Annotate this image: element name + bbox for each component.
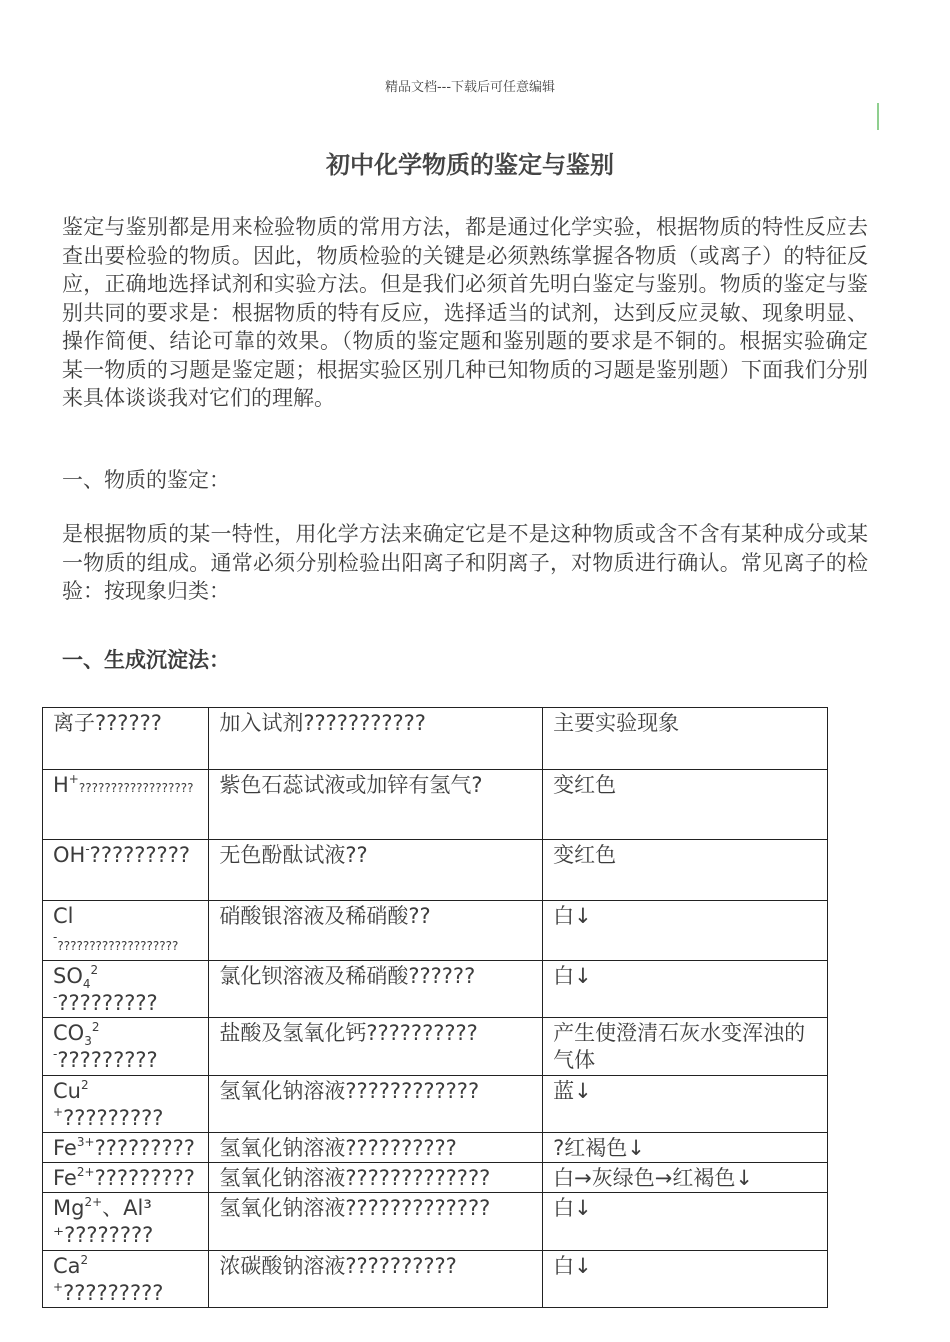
- ion-symbol: SO: [53, 964, 83, 988]
- header-ion: 离子??????: [43, 708, 209, 770]
- ion-subscript: 4: [82, 977, 91, 992]
- reagent-cell: 盐酸及氢氧化钙??????????: [209, 1018, 543, 1076]
- phenomenon-cell: 蓝↓: [543, 1076, 828, 1133]
- ion-symbol: Fe: [53, 1136, 77, 1160]
- ion-cell: [43, 901, 209, 961]
- ion-charge: -: [53, 930, 58, 944]
- reagent-cell: 无色酚酞试液??: [209, 840, 543, 901]
- ion-tail: ?????????: [63, 1281, 164, 1305]
- table-row: [43, 901, 828, 961]
- ion-symbol: CO: [53, 1021, 85, 1045]
- ion-tail: ?????????: [89, 843, 190, 867]
- ion-symbol: Cl: [53, 904, 74, 928]
- ion-cell: [43, 961, 209, 1018]
- ion-cell: [43, 1163, 209, 1193]
- header-note: 精品文档---下载后可任意编辑: [384, 80, 556, 95]
- ion-charge: 2+: [76, 1165, 95, 1179]
- header-phenomenon: 主要实验现象: [543, 708, 828, 770]
- ion-charge: -: [85, 842, 90, 856]
- ion-tail: ?????????: [94, 1166, 195, 1190]
- table-row: [43, 1251, 828, 1308]
- ion-charge: 2+: [84, 1195, 103, 1209]
- table-row: [43, 1193, 828, 1251]
- ion-tail: ?????????: [57, 1048, 158, 1072]
- ion-symbol: H: [53, 773, 69, 797]
- ion-tail: ?????????: [94, 1136, 195, 1160]
- reagent-cell: 氢氧化钠溶液????????????: [209, 1076, 543, 1133]
- phenomenon-cell: 白↓: [543, 1251, 828, 1308]
- phenomenon-cell: 白→灰绿色→红褐色↓: [543, 1163, 828, 1193]
- section-paragraph-identification: 是根据物质的某一特性，用化学方法来确定它是不是这种物质或含不含有某种成分或某一物质的组成。通常必须分别检验出阳离子和阴离子，对物质进行确认。常见离子的检验：按现象归类：: [62, 522, 868, 603]
- ion-cell: [43, 1018, 209, 1076]
- ion-charge: +: [68, 772, 79, 786]
- ion-symbol: Cu: [53, 1079, 81, 1103]
- ion-cell: [43, 1076, 209, 1133]
- table-row: [43, 770, 828, 840]
- table-row: [43, 840, 828, 901]
- ion-charge: 2+: [53, 1078, 89, 1119]
- ion-symbol: Ca: [53, 1254, 81, 1278]
- reagent-cell: 浓碳酸钠溶液??????????: [209, 1251, 543, 1308]
- reagent-cell: 紫色石蕊试液或加锌有氢气?: [209, 770, 543, 840]
- ion-charge: 3+: [76, 1135, 95, 1149]
- ion-cell: [43, 770, 209, 840]
- ion-cell: [43, 840, 209, 901]
- header-reagent: 加入试剂???????????: [209, 708, 543, 770]
- ion-cell: [43, 1133, 209, 1163]
- reagent-cell: 氢氧化钠溶液?????????????: [209, 1193, 543, 1251]
- table-header-row: [43, 708, 828, 770]
- phenomenon-cell: ?红褐色↓: [543, 1133, 828, 1163]
- ion-symbol: Mg: [53, 1196, 85, 1220]
- ion-test-table: [42, 707, 828, 1308]
- ion-tail: ?????????: [63, 1106, 164, 1130]
- phenomenon-cell: 变红色: [543, 840, 828, 901]
- phenomenon-cell: 产生使澄清石灰水变浑浊的气体: [543, 1018, 828, 1076]
- reagent-cell: 氢氧化钠溶液??????????: [209, 1133, 543, 1163]
- ion-tail: 、Al³⁺????????: [53, 1196, 154, 1247]
- table-row: [43, 961, 828, 1018]
- ion-symbol: Fe: [53, 1166, 77, 1190]
- reagent-cell: 氢氧化钠溶液?????????????: [209, 1163, 543, 1193]
- table-row: [43, 1076, 828, 1133]
- intro-paragraph: 鉴定与鉴别都是用来检验物质的常用方法，都是通过化学实验，根据物质的特性反应去查出要检验的物质。因此，物质检验的关键是必须熟练掌握各物质（或离子）的特征反应，正确地选择试剂和实验方法。但是我们必须首先明白鉴定与鉴别。物质的鉴定与鉴别共同的要求是：根据物质的特有反应，选择适当的试剂，达到反应灵敏、现象明显、操作简便、结论可靠的效果。（物质的鉴定题和鉴别题的要求是不铜的。根据实验确定某一物质的习题是鉴定题；根据实验区别几种已知物质的习题是鉴别题）下面我们分别来具体谈谈我对它们的理解。: [62, 215, 868, 410]
- ion-subscript: 3: [84, 1034, 92, 1049]
- phenomenon-cell: 白↓: [543, 961, 828, 1018]
- ion-charge: 2-: [53, 1020, 100, 1061]
- table-row: [43, 1133, 828, 1163]
- margin-marker: [877, 103, 879, 130]
- reagent-cell: 氯化钡溶液及稀硝酸??????: [209, 961, 543, 1018]
- ion-charge: 2+: [53, 1253, 89, 1294]
- phenomenon-cell: 白↓: [543, 901, 828, 961]
- ion-tail: ??????????????????: [78, 781, 194, 795]
- reagent-cell: 硝酸银溶液及稀硝酸??: [209, 901, 543, 961]
- page-title: 初中化学物质的鉴定与鉴别: [326, 151, 614, 179]
- table-row: [43, 1163, 828, 1193]
- ion-tail: ???????????????????: [57, 939, 179, 953]
- ion-tail: ?????????: [57, 991, 158, 1015]
- ion-symbol: OH: [53, 843, 86, 867]
- phenomenon-cell: 变红色: [543, 770, 828, 840]
- table-row: [43, 1018, 828, 1076]
- section-heading-identification: 一、物质的鉴定：: [62, 468, 230, 492]
- ion-cell: [43, 1193, 209, 1251]
- ion-cell: [43, 1251, 209, 1308]
- phenomenon-cell: 白↓: [543, 1193, 828, 1251]
- ion-charge: 2-: [53, 963, 99, 1004]
- section-heading-precipitation: 一、生成沉淀法：: [62, 648, 230, 672]
